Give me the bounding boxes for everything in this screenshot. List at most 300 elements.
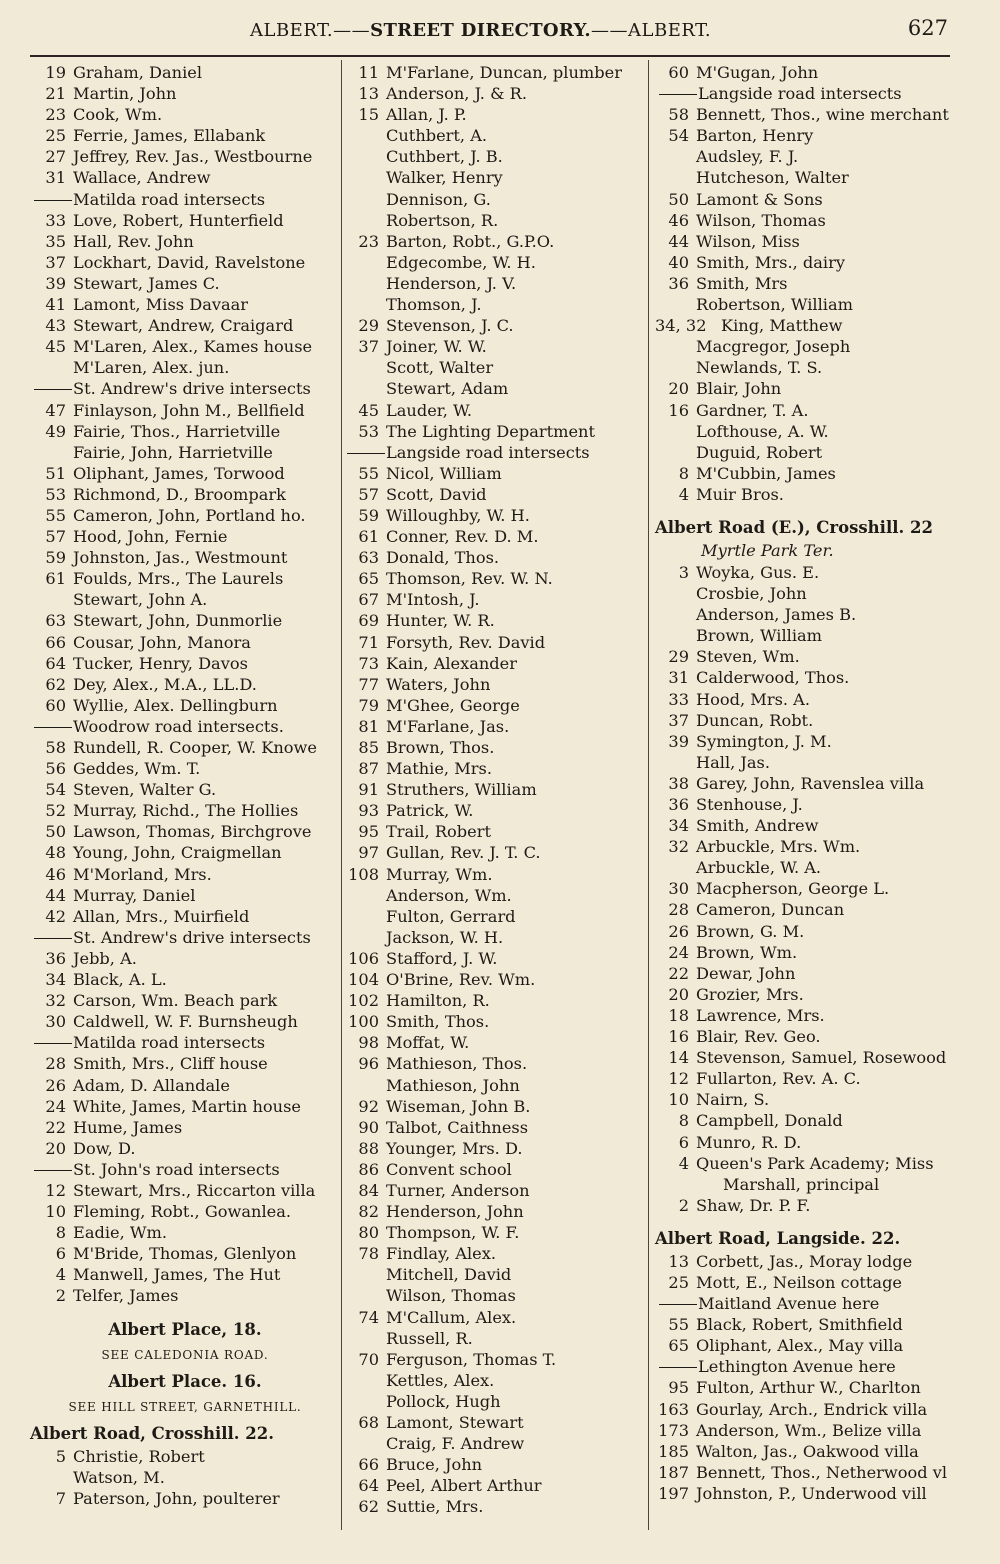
resident-name: Hall, Jas. [696,752,771,772]
directory-entry [30,1222,340,1243]
directory-entry [343,1138,643,1159]
resident-name: Arbuckle, Mrs. Wm. [696,837,861,857]
resident-name: Waters, John [386,674,491,694]
intersection-line [30,189,340,210]
directory-entry [655,1195,960,1216]
resident-name: Smith, Andrew [696,816,819,836]
resident-name: Pollock, Hugh [386,1391,501,1411]
resident-name: Dennison, G. [386,189,491,209]
spacer [30,1307,340,1315]
house-number: 32 [45,991,66,1011]
resident-name: Young, John, Craigmellan [73,843,282,863]
resident-name: M'Farlane, Jas. [386,716,510,736]
resident-name: Duncan, Robt. [696,710,814,730]
house-number: 37 [358,337,379,357]
resident-name: Willoughby, W. H. [386,505,530,525]
directory-entry [343,1496,643,1517]
house-number: 8 [678,463,689,483]
directory-entry [343,125,643,146]
resident-name: Turner, Anderson [386,1180,530,1200]
street-heading-text: Albert Place. 16. [108,1371,262,1391]
resident-name: King, Matthew [721,316,843,336]
directory-entry [655,899,960,920]
house-number: 61 [45,569,66,589]
resident-name: Hunter, W. R. [386,611,495,631]
resident-name: Blair, Rev. Geo. [696,1027,821,1047]
house-number: 3 [678,562,689,582]
house-number: 55 [668,1315,689,1335]
directory-entry [30,357,340,378]
directory-entry [343,969,643,990]
title-dash-right: —— [591,20,629,41]
house-number: 14 [668,1048,689,1068]
intersection-dash [659,1304,697,1305]
resident-name: M'Laren, Alex. jun. [73,358,230,378]
resident-name: Lamont & Sons [696,189,823,209]
resident-name: Ferrie, James, Ellabank [73,126,266,146]
cross-reference-text: SEE HILL STREET, GARNETHILL. [68,1399,302,1414]
house-number: 57 [45,527,66,547]
resident-name: Caldwell, W. F. Burnsheugh [73,1012,298,1032]
directory-entry [343,927,643,948]
resident-name: Fulton, Arthur W., Charlton [696,1378,921,1398]
directory-entry [655,210,960,231]
house-number: 48 [45,843,66,863]
house-number: 82 [358,1202,379,1222]
resident-name: Hall, Rev. John [73,231,194,251]
street-heading [655,1224,960,1251]
resident-name: Fleming, Robt., Gowanlea. [73,1202,291,1222]
house-number: 54 [45,780,66,800]
house-number: 36 [668,273,689,293]
house-number: 66 [358,1455,379,1475]
directory-entry [30,273,340,294]
directory-entry [30,779,340,800]
directory-entry [655,731,960,752]
house-number: 10 [45,1202,66,1222]
resident-name: Bennett, Thos., Netherwood vl [696,1462,948,1482]
resident-name: Gourlay, Arch., Endrick villa [696,1399,928,1419]
house-number: 16 [668,400,689,420]
house-number: 104 [348,970,379,990]
house-number: 26 [45,1075,66,1095]
directory-entry [30,568,340,589]
resident-name: Carson, Wm. Beach park [73,991,278,1011]
directory-entry [30,1243,340,1264]
resident-name: Hood, Mrs. A. [696,689,811,709]
directory-entry [343,1328,643,1349]
resident-name: Foulds, Mrs., The Laurels [73,569,284,589]
house-number: 10 [668,1090,689,1110]
resident-name: Forsyth, Rev. David [386,632,546,652]
house-number: 55 [45,505,66,525]
resident-name: Paterson, John, poulterer [73,1488,280,1508]
directory-entry [30,632,340,653]
directory-entry [655,1132,960,1153]
house-number: 87 [358,759,379,779]
directory-entry [655,125,960,146]
house-number: 54 [668,126,689,146]
directory-entry [30,1117,340,1138]
resident-name: Macpherson, George L. [696,879,890,899]
directory-entry [655,878,960,899]
house-number: 4 [678,484,689,504]
directory-entry [655,794,960,815]
directory-entry [655,62,960,83]
resident-name: Craig, F. Andrew [386,1434,525,1454]
resident-name: Blair, John [696,379,782,399]
directory-entry [343,189,643,210]
resident-name: Stenhouse, J. [696,795,803,814]
house-number: 28 [45,1054,66,1074]
house-number: 39 [668,731,689,751]
directory-entry [343,758,643,779]
intersection-label: Langside road intersects [698,84,902,104]
directory-entry [343,463,643,484]
directory-entry [30,758,340,779]
directory-entry [343,231,643,252]
house-number: 77 [358,674,379,694]
header-rule [30,55,950,57]
intersection-dash [659,94,697,95]
resident-name: Cuthbert, A. [386,126,488,146]
intersection-dash [34,727,72,728]
resident-name: Adam, D. Allandale [73,1075,230,1095]
directory-entry [30,885,340,906]
directory-entry [655,1314,960,1335]
directory-entry [655,604,960,625]
directory-entry [343,1307,643,1328]
house-number: 45 [45,337,66,357]
intersection-label: St. Andrew's drive intersects [73,379,311,399]
directory-entry [30,990,340,1011]
directory-entry [30,1285,340,1306]
resident-name: Walker, Henry [386,168,503,188]
house-number: 185 [658,1441,689,1461]
directory-entry [655,1335,960,1356]
house-number: 61 [358,527,379,547]
house-number: 59 [358,505,379,525]
house-number: 57 [358,484,379,504]
house-number: 187 [658,1462,689,1482]
house-number: 81 [358,716,379,736]
cross-reference-text: SEE CALEDONIA ROAD. [101,1347,269,1362]
house-number: 25 [668,1272,689,1292]
house-number: 58 [45,738,66,757]
directory-entry [30,315,340,336]
house-number: 34 [668,816,689,836]
resident-name: Murray, Richd., The Hollies [73,801,299,821]
house-number: 91 [358,780,379,800]
resident-name: Lamont, Miss Davaar [73,295,249,315]
resident-name: Woyka, Gus. E. [696,562,820,582]
directory-entry [343,632,643,653]
resident-name: Struthers, William [386,780,537,800]
resident-name: Telfer, James [73,1286,179,1306]
directory-entry [655,400,960,421]
resident-name: Anderson, J. & R. [386,84,527,104]
house-number: 39 [45,273,66,293]
directory-entry [30,695,340,716]
street-heading [30,1315,340,1342]
intersection-text [34,1159,280,1180]
resident-name: Rundell, R. Cooper, W. Knowe [73,738,317,757]
resident-name: Talbot, Caithness [386,1117,529,1137]
resident-name: Hutcheson, Walter [696,168,849,188]
directory-entry [343,779,643,800]
directory-entry [343,695,643,716]
house-number: 6 [678,1132,689,1152]
directory-entry [343,1285,643,1306]
resident-name: Barton, Robt., G.P.O. [386,231,555,251]
terrace-subheading [655,540,960,562]
resident-name: Thompson, W. F. [386,1223,520,1243]
resident-name: Allan, Mrs., Muirfield [73,906,250,926]
directory-entry [30,83,340,104]
running-title [250,20,711,41]
house-number: 21 [45,84,66,104]
house-number: 30 [668,879,689,899]
intersection-dash [347,453,385,454]
street-heading [30,1367,340,1394]
resident-name: Wallace, Andrew [73,168,211,188]
house-number: 24 [668,942,689,962]
directory-entry [30,421,340,442]
intersection-label: Langside road intersects [386,442,590,462]
house-number: 11 [358,63,379,82]
intersection-label: St. Andrew's drive intersects [73,927,311,947]
intersection-line [30,1032,340,1053]
resident-name: M'Farlane, Duncan, plumber [386,63,622,82]
resident-name: M'Bride, Thomas, Glenlyon [73,1244,297,1264]
intersection-line [655,1356,960,1377]
resident-name: Smith, Thos. [386,1012,490,1032]
directory-entry [655,252,960,273]
house-number: 79 [358,695,379,715]
resident-name: Allan, J. P. [386,105,467,125]
directory-entry [655,625,960,646]
house-number: 47 [45,400,66,420]
street-heading-text: Albert Road (E.), Crosshill. 22 [655,517,933,537]
intersection-text [34,189,265,210]
house-number: 23 [45,105,66,125]
house-number: 28 [668,900,689,920]
intersection-dash [659,1367,697,1368]
directory-entry [655,1089,960,1110]
resident-name: Geddes, Wm. T. [73,759,201,779]
house-number: 97 [358,843,379,863]
resident-name: Donald, Thos. [386,548,500,568]
intersection-label: Matilda road intersects [73,1033,266,1053]
resident-name: Brown, Wm. [696,942,798,962]
resident-name: Lawrence, Mrs. [696,1005,825,1025]
resident-name: Edgecombe, W. H. [386,252,536,272]
resident-name: Stewart, Adam [386,379,509,399]
resident-name: Corbett, Jas., Moray lodge [696,1251,913,1271]
directory-entry [30,1467,340,1488]
resident-name: Wilson, Thomas [386,1286,516,1306]
directory-entry [30,737,340,758]
resident-name: Campbell, Donald [696,1111,843,1131]
resident-name: Fullarton, Rev. A. C. [696,1069,861,1089]
directory-entry [343,1117,643,1138]
resident-name: Barton, Henry [696,126,814,146]
intersection-dash [34,1043,72,1044]
house-number: 108 [348,864,379,884]
resident-name: Garey, John, Ravenslea villa [696,773,925,793]
directory-entry [655,167,960,188]
directory-entry [343,336,643,357]
resident-name: Oliphant, James, Torwood [73,463,285,483]
resident-name: Scott, David [386,484,487,504]
intersection-text [347,442,590,463]
directory-entry [343,104,643,125]
house-number: 92 [358,1096,379,1116]
resident-name: Lauder, W. [386,400,472,420]
resident-name: Jebb, A. [73,948,137,968]
house-number: 7 [55,1488,66,1508]
resident-name: Steven, Wm. [696,647,800,667]
intersection-dash [34,389,72,390]
house-number: 23 [358,231,379,251]
directory-entry [343,505,643,526]
directory-entry [655,963,960,984]
intersection-dash [34,1170,72,1171]
house-number: 22 [45,1117,66,1137]
resident-name: Cameron, Duncan [696,900,845,920]
directory-entry [655,857,960,878]
directory-entry [655,273,960,294]
directory-entry [30,231,340,252]
directory-entry [30,1053,340,1074]
intersection-line [343,442,643,463]
resident-name: Convent school [386,1159,512,1179]
directory-entry [30,864,340,885]
resident-name: Mathieson, John [386,1075,520,1095]
resident-name: Murray, Wm. [386,864,493,884]
house-number: 102 [348,991,379,1011]
house-number: 37 [45,252,66,272]
house-number: 65 [358,569,379,589]
directory-entry [343,610,643,631]
directory-entry [655,752,960,773]
resident-name: Stewart, John, Dunmorlie [73,611,283,631]
directory-entry [655,484,960,505]
directory-entry [30,252,340,273]
intersection-label: Matilda road intersects [73,189,266,209]
title-dash-left: —— [333,20,371,41]
directory-entry [30,62,340,83]
directory-entry [655,1047,960,1068]
directory-entry [655,1026,960,1047]
house-number: 96 [358,1054,379,1074]
directory-entry [30,906,340,927]
house-number: 45 [358,400,379,420]
house-number: 90 [358,1117,379,1137]
directory-entry [343,1475,643,1496]
house-number: 34 [45,970,66,990]
house-number: 4 [678,1153,689,1173]
house-number: 84 [358,1180,379,1200]
directory-entry [30,674,340,695]
house-number: 58 [668,105,689,125]
intersection-text [659,1356,896,1377]
directory-entry [30,146,340,167]
house-number: 93 [358,801,379,821]
house-number: 69 [358,611,379,631]
directory-entry [30,1180,340,1201]
house-number: 6 [55,1244,66,1264]
directory-entry [343,315,643,336]
house-number: 197 [658,1483,689,1503]
house-number: 86 [358,1159,379,1179]
directory-entry [343,821,643,842]
resident-name: Stewart, Andrew, Craigard [73,316,294,336]
directory-entry [343,737,643,758]
resident-name: Smith, Mrs., Cliff house [73,1054,268,1074]
directory-entry [30,104,340,125]
directory-entry [343,653,643,674]
house-number: 5 [55,1446,66,1466]
resident-name: Mathieson, Thos. [386,1054,528,1074]
street-heading [655,513,960,540]
resident-name: Wilson, Miss [696,231,800,251]
resident-name: Cousar, John, Manora [73,632,251,652]
resident-name: Jeffrey, Rev. Jas., Westbourne [73,147,313,167]
directory-entry [655,1399,960,1420]
resident-name: Bruce, John [386,1455,483,1475]
intersection-text [659,1293,879,1314]
house-number: 64 [358,1476,379,1496]
house-number: 43 [45,316,66,336]
house-number: 60 [668,63,689,82]
directory-entry [30,589,340,610]
resident-name: Anderson, James B. [696,605,857,625]
house-number: 88 [358,1138,379,1158]
intersection-line [655,83,960,104]
resident-name: Nairn, S. [696,1090,770,1110]
directory-entry [343,378,643,399]
resident-name: M'Callum, Alex. [386,1307,517,1327]
directory-entry [343,1454,643,1475]
resident-name: Stewart, James C. [73,273,220,293]
house-number: 163 [658,1399,689,1419]
directory-entry [655,378,960,399]
directory-entry [655,1153,960,1174]
directory-entry [30,1488,340,1509]
resident-name: Mott, E., Neilson cottage [696,1272,903,1292]
directory-entry [343,990,643,1011]
resident-name: Shaw, Dr. P. F. [696,1195,811,1215]
house-number: 12 [668,1069,689,1089]
directory-entry [343,948,643,969]
directory-entry [343,1075,643,1096]
resident-name: Gullan, Rev. J. T. C. [386,843,541,863]
directory-entry [343,62,643,83]
directory-entry [343,674,643,695]
directory-entry [655,294,960,315]
resident-name: Cuthbert, J. B. [386,147,503,167]
directory-entry [655,1420,960,1441]
resident-name: Kettles, Alex. [386,1370,495,1390]
resident-name: O'Brine, Rev. Wm. [386,970,536,990]
resident-name: Thomson, J. [386,295,482,315]
directory-entry [343,800,643,821]
intersection-dash [34,938,72,939]
house-number: 52 [45,801,66,821]
house-number: 44 [45,885,66,905]
resident-name: Johnston, Jas., Westmount [73,548,288,568]
